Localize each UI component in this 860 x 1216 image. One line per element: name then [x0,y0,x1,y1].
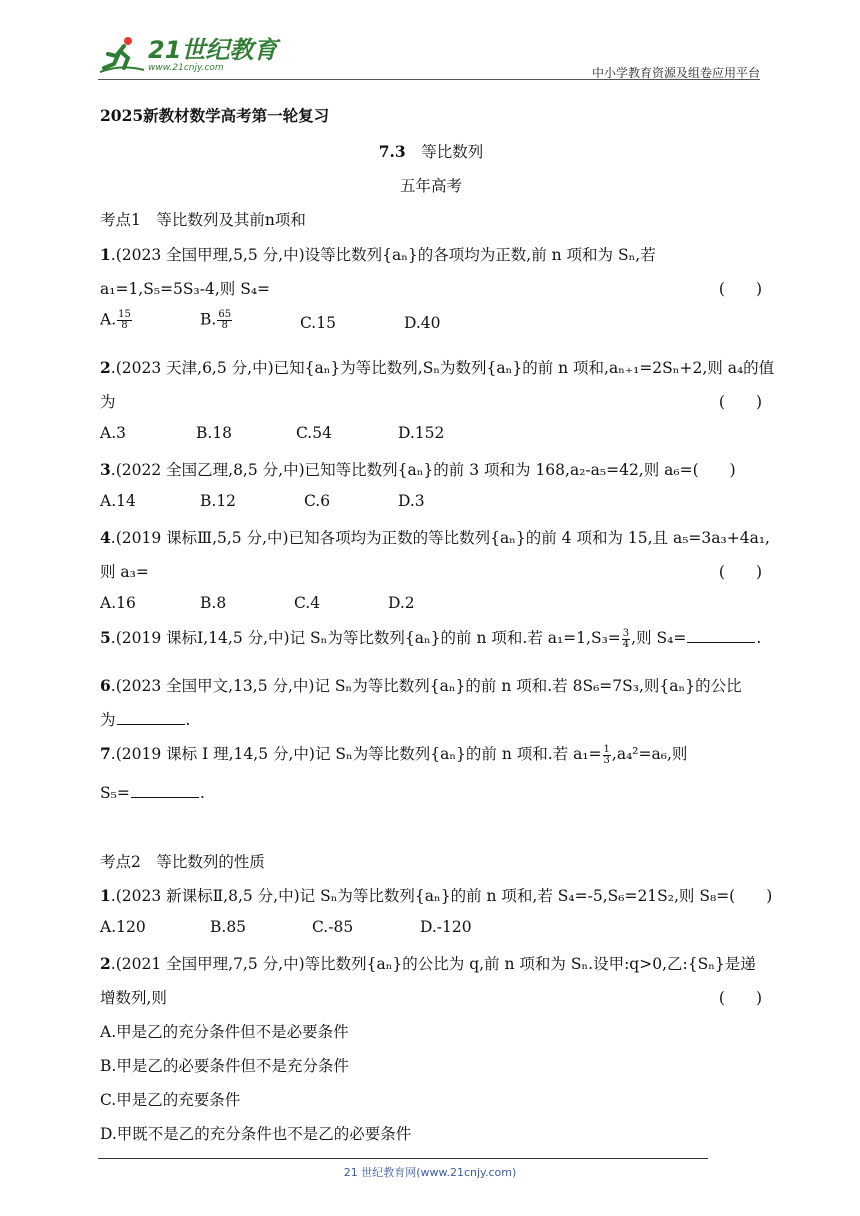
question-source: .(2023 新课标Ⅱ,8,5 分,中) [110,887,300,905]
logo-main-text: 21世纪教育 [148,35,278,64]
option-c: C.甲是乙的充要条件 [100,1091,241,1109]
option-a [100,310,200,332]
option-d: D.甲既不是乙的充分条件也不是乙的必要条件 [100,1125,412,1143]
question-number: 1 [100,886,111,905]
answer-paren: ( ) [718,563,762,581]
p1-q1-options [100,310,504,332]
fraction-denominator: 3 [603,754,610,766]
p1-q6-line2 [100,708,190,730]
option-d: D.152 [398,424,445,442]
question-number: 5 [100,628,111,647]
p1-q4-options [100,594,448,612]
fraction-denominator: 4 [622,638,630,650]
fraction [217,310,232,331]
sentence-end: . [199,784,205,802]
option-a: A.14 [100,492,136,510]
option-c: C.-85 [312,918,354,936]
option-d: D.-120 [420,918,472,936]
option-d: D.3 [398,492,425,510]
question-source: .(2023 全国甲文,13,5 分,中) [110,677,315,695]
question-text: 已知{aₙ}为等比数列,Sₙ为数列{aₙ}的前 n 项和,aₙ₊₁=2Sₙ+2,则 a₄的值 [273,359,775,377]
option-c: C.4 [294,594,321,612]
runner-logo-icon [98,34,146,76]
fraction-numerator: 65 [218,309,232,320]
question-number: 2 [100,358,111,377]
question-source: .(2019 课标Ⅲ,5,5 分,中) [110,529,289,547]
page-footer: 21 世纪教育网(www.21cnjy.com) [343,1166,517,1179]
platform-label: 中小学教育资源及组卷应用平台 [591,66,760,80]
question-text-continued: ,则 S₄= [631,629,687,647]
question-number: 3 [100,460,111,479]
p2-q2-line2: 增数列,则 [100,989,167,1007]
page-header [98,30,760,80]
p1-q6 [100,674,742,696]
option-a: A.甲是乙的充分条件但不是必要条件 [100,1023,349,1041]
question-text-continued: ,a₄²=a₆,则 [611,745,688,763]
question-text: 已知等比数列{aₙ}的前 3 项和为 168,a₂-a₅=42,则 a₆=( ) [304,461,736,479]
header-divider [98,79,760,80]
question-text: 记 Sₙ为等比数列{aₙ}的前 n 项和.若 a₁=1,S₃= [289,629,621,647]
option-b: B.12 [200,492,237,510]
p2-q1 [100,884,772,906]
question-number: 1 [100,245,111,264]
option-b: B.甲是乙的必要条件但不是充分条件 [100,1057,349,1075]
logo-url-text: www.21cnjy.com [148,62,224,73]
question-text: 已知各项均为正数的等比数列{aₙ}的前 4 项和为 15,且 a₅=3a₃+4a₁, [288,529,770,547]
option-b: B.18 [196,424,233,442]
logo [98,34,277,76]
p1-q7-line2 [100,784,205,802]
part1-title: 考点1 等比数列及其前n项和 [100,211,306,229]
p1-q4-line2: 则 a₃= [100,563,149,581]
p1-q7 [100,742,687,766]
p1-q1-line2: a₁=1,S₅=5S₃-4,则 S₄= [100,280,271,298]
fraction [603,745,611,766]
question-text-continued: S₅= [100,784,130,802]
question-text: 设等比数列{aₙ}的各项均为正数,前 n 项和为 Sₙ,若 [304,246,656,264]
p1-q4 [100,526,770,548]
section-heading [100,140,762,162]
question-text-continued: 为 [100,711,116,729]
question-number: 7 [100,744,111,763]
question-source: .(2022 全国乙理,8,5 分,中) [110,461,305,479]
question-source: .(2021 全国甲理,7,5 分,中) [110,955,305,973]
part2-title: 考点2 等比数列的性质 [100,853,265,871]
option-b [200,310,300,332]
section-number: 7.3 [378,142,406,161]
option-d: D.2 [388,594,415,612]
question-number: 6 [100,676,111,695]
question-number: 4 [100,528,111,547]
fraction [117,310,132,331]
option-c: C.6 [304,492,331,510]
option-b: B.8 [200,594,227,612]
answer-paren: ( ) [718,989,762,1007]
option-c: C.15 [300,314,336,332]
question-source: .(2019 课标 Ⅰ 理,14,5 分,中) [110,745,315,763]
fraction-denominator: 8 [221,320,228,331]
fraction-denominator: 8 [121,320,128,331]
p1-q2 [100,356,774,378]
sentence-end: . [185,711,191,729]
footer-divider [98,1158,708,1159]
p2-q1-options [100,918,510,936]
series-title: 2025新教材数学高考第一轮复习 [100,106,330,125]
sentence-end: . [756,629,762,647]
question-source: .(2023 天津,6,5 分,中) [110,359,274,377]
option-a: A.120 [100,918,146,936]
option-d: D.40 [404,314,441,332]
p2-q2 [100,952,756,974]
p1-q1 [100,243,656,265]
question-text: 记 Sₙ为等比数列{aₙ}的前 n 项和.若 a₁= [314,745,602,763]
fraction-numerator: 15 [118,309,131,320]
answer-blank[interactable] [131,796,199,798]
p1-q3 [100,458,736,480]
question-text: 记 Sₙ为等比数列{aₙ}的前 n 项和.若 8S₆=7S₃,则{aₙ}的公比 [314,677,742,695]
fraction-numerator: 1 [603,743,610,755]
option-b-label: B. [200,310,217,329]
answer-paren: ( ) [718,280,762,298]
fraction-numerator: 3 [622,627,630,639]
answer-blank[interactable] [687,641,755,643]
p1-q5 [100,626,761,650]
p1-q3-options [100,492,458,510]
option-b: B.85 [210,918,247,936]
question-source: .(2023 全国甲理,5,5 分,中) [110,246,305,264]
option-a-label: A. [100,310,117,329]
answer-paren: ( ) [718,393,762,411]
fraction [622,629,630,650]
question-number: 2 [100,954,111,973]
section-title: 等比数列 [421,143,484,161]
section-subtitle: 五年高考 [399,177,462,195]
p1-q2-options [100,424,498,442]
question-source: .(2019 课标Ⅰ,14,5 分,中) [110,629,290,647]
option-a: A.16 [100,594,136,612]
answer-blank[interactable] [117,723,185,725]
question-text: 记 Sₙ为等比数列{aₙ}的前 n 项和,若 S₄=-5,S₆=21S₂,则 S₈=( ) [299,887,773,905]
option-c: C.54 [296,424,332,442]
question-text: 等比数列{aₙ}的公比为 q,前 n 项和为 Sₙ.设甲:q>0,乙:{Sₙ}是递 [304,955,756,973]
logo-text [148,35,278,73]
p1-q2-line2: 为 [100,393,116,411]
option-a: A.3 [100,424,126,442]
